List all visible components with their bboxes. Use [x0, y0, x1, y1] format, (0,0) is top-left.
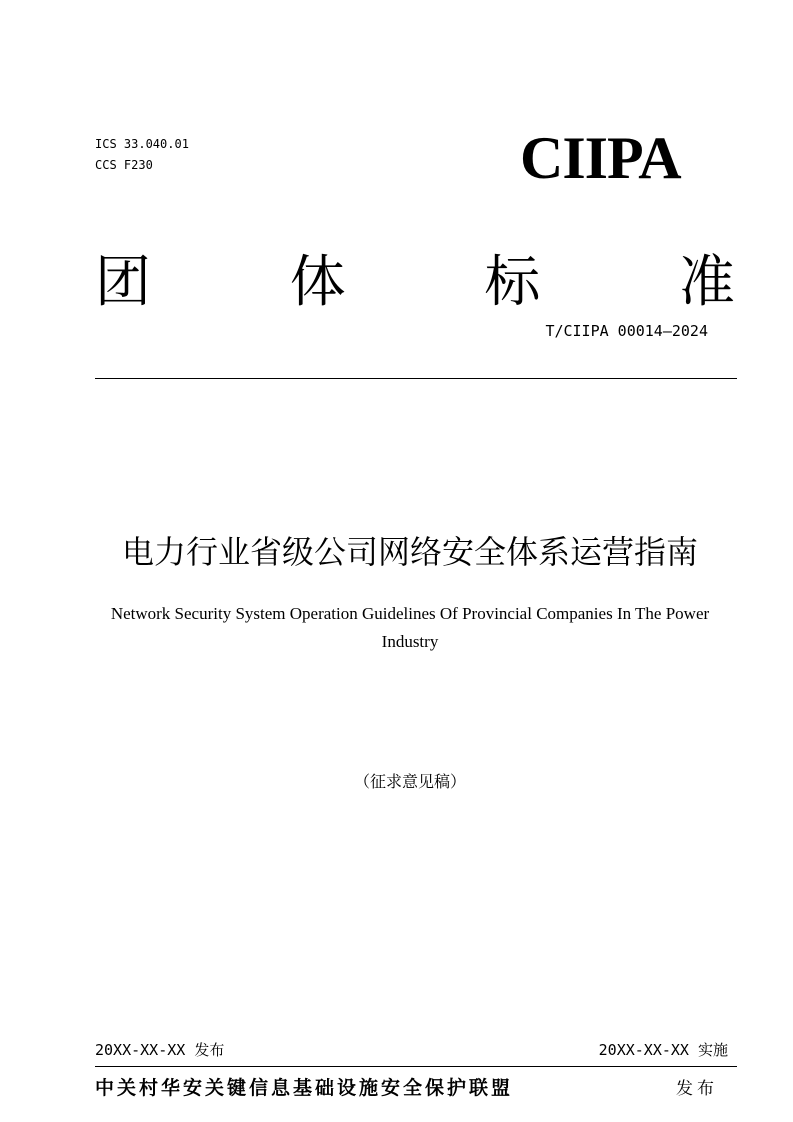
footer-divider: [95, 1066, 737, 1067]
release-date: 20XX-XX-XX 发布: [95, 1041, 225, 1059]
standard-type-char: 标: [484, 250, 541, 315]
effective-date: 20XX-XX-XX 实施: [598, 1041, 728, 1059]
document-title-english: Network Security System Operation Guidelines Of Provincial Companies In The Power Industry: [110, 604, 710, 651]
standard-type-char: 准: [678, 250, 735, 315]
header-divider: [95, 378, 737, 379]
publisher-name: 中关村华安关键信息基础设施安全保护联盟: [95, 1077, 514, 1099]
document-title-chinese: 电力行业省级公司网络安全体系运营指南: [121, 533, 698, 571]
standard-number: T/CIIPA 00014—2024: [545, 322, 708, 340]
standard-type-char: 体: [289, 250, 346, 315]
draft-status-note: （征求意见稿）: [353, 772, 466, 791]
ciipa-logo: CIIPA: [520, 125, 681, 191]
publish-label: 发布: [676, 1079, 718, 1099]
ccs-code: CCS F230: [95, 158, 153, 172]
standard-type-heading: [95, 248, 735, 318]
ics-code: ICS 33.040.01: [95, 137, 189, 151]
standard-type-char: 团: [95, 250, 151, 315]
